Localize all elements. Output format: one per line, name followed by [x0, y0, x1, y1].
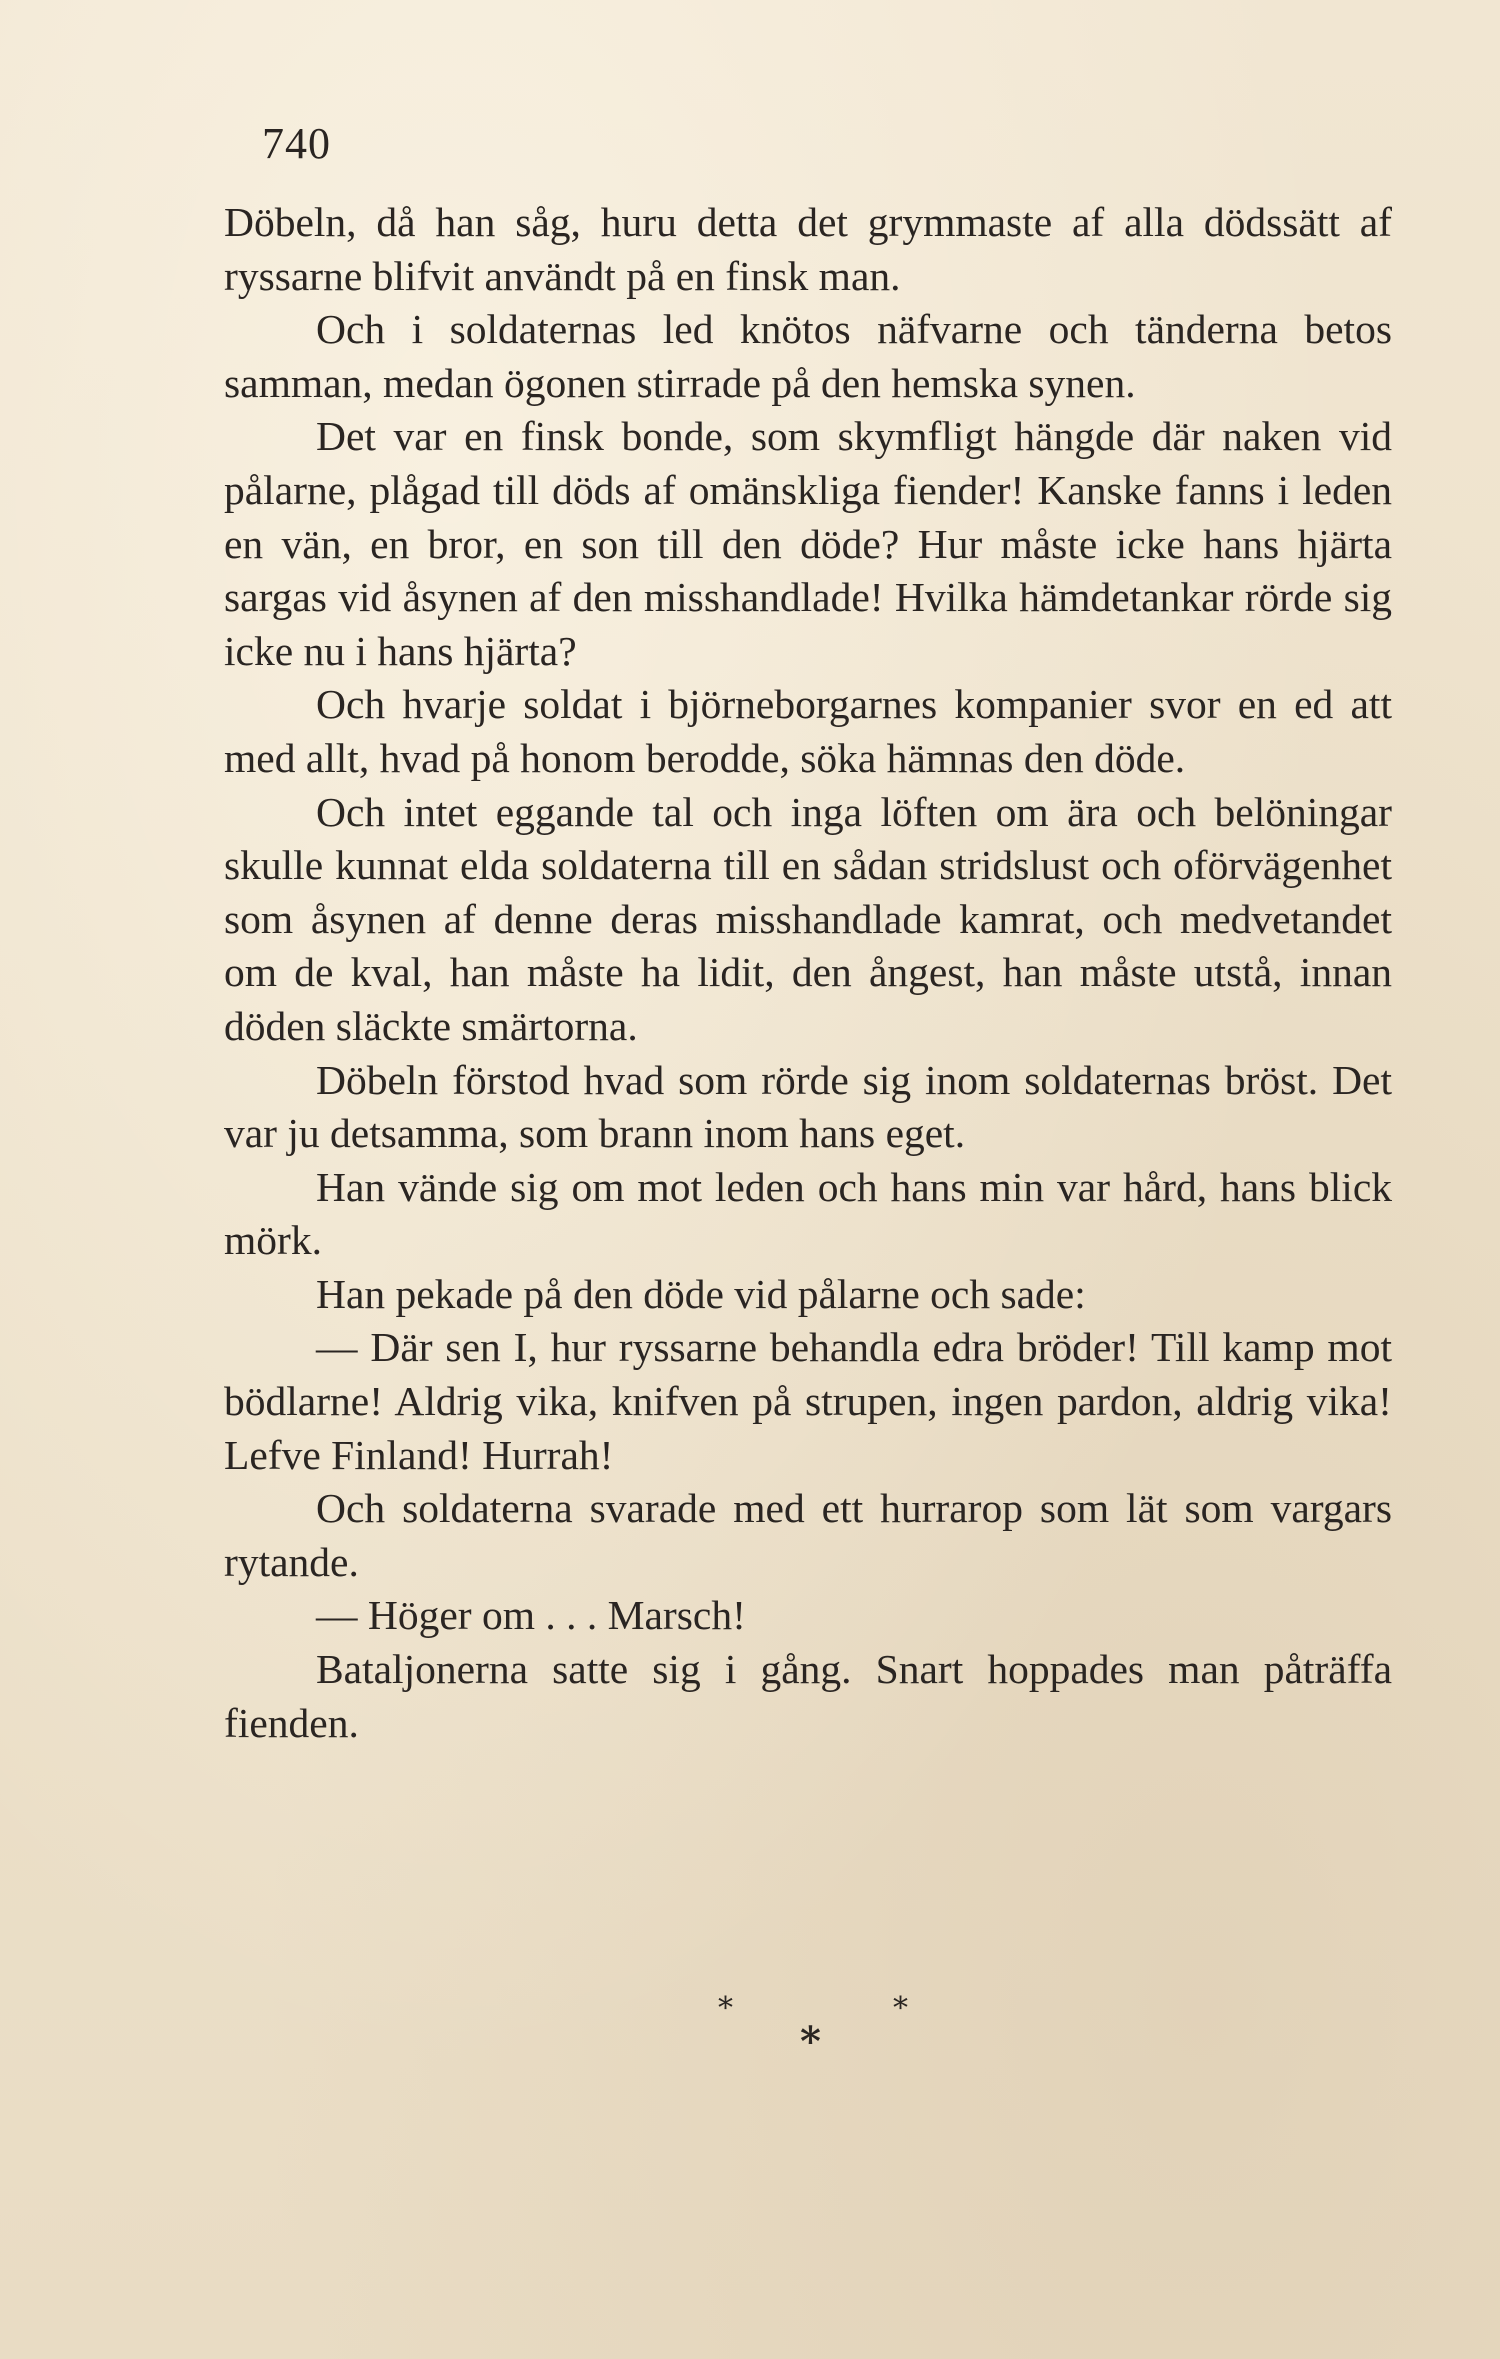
- paragraph: — Där sen I, hur ryssarne behandla edra bröder! Till kamp mot bödlarne! Aldrig vika, knifven på strupen, ingen pardon, aldrig vika! Lefve Finland! Hurrah!: [224, 1324, 1392, 1478]
- paragraph: Bataljonerna satte sig i gång. Snart hoppades man påträffa fienden.: [224, 1646, 1392, 1746]
- paragraph: Han vände sig om mot leden och hans min var hård, hans blick mörk.: [224, 1163, 1392, 1264]
- paragraph: — Höger om . . . Marsch!: [316, 1592, 746, 1639]
- paragraph: Och intet eggande tal och inga löften om ära och belöningar skulle kunnat elda soldaterna till en sådan stridslust och oförvägenhet som åsynen af denne deras misshandlade kamrat, och medvetandet om de kval, han måste ha lidit, den ångest, han måste utstå, innan döden släckte smärtorna.: [224, 788, 1392, 1049]
- paragraph: Döbeln förstod hvad som rörde sig inom soldaternas bröst. Det var ju detsamma, som brann inom hans eget.: [224, 1056, 1392, 1157]
- section-break-asterism: [0, 1991, 1500, 2065]
- asterism-star-right: *: [893, 1991, 908, 2026]
- paragraph: Det var en finsk bonde, som skymfligt hängde där naken vid pålarne, plågad till döds af omänskliga fiender! Kanske fanns i leden en vän, en bror, en son till den döde? Hur måste icke hans hjärta sargas vid åsynen af den misshandlade! Hvilka hämdetankar rörde sig icke nu i hans hjärta?: [224, 413, 1392, 674]
- paragraph: Han pekade på den döde vid pålarne och sade:: [316, 1270, 1086, 1317]
- asterism-star-left: *: [718, 1991, 733, 2026]
- page-number: 740: [262, 119, 331, 168]
- asterism-star-center: *: [800, 2018, 821, 2065]
- paragraph: Och soldaterna svarade med ett hurrarop som lät som vargars rytande.: [224, 1485, 1392, 1585]
- body-text: [224, 196, 1392, 1750]
- paragraph: Döbeln, då han såg, huru detta det grymmaste af alla dödssätt af ryssarne blifvit användt på en finsk man.: [224, 199, 1392, 299]
- paragraph: Och hvarje soldat i björneborgarnes kompanier svor en ed att med allt, hvad på honom berodde, söka hämnas den döde.: [224, 681, 1392, 781]
- paragraph: Och i soldaternas led knötos näfvarne och tänderna betos samman, medan ögonen stirrade på den hemska synen.: [224, 306, 1392, 406]
